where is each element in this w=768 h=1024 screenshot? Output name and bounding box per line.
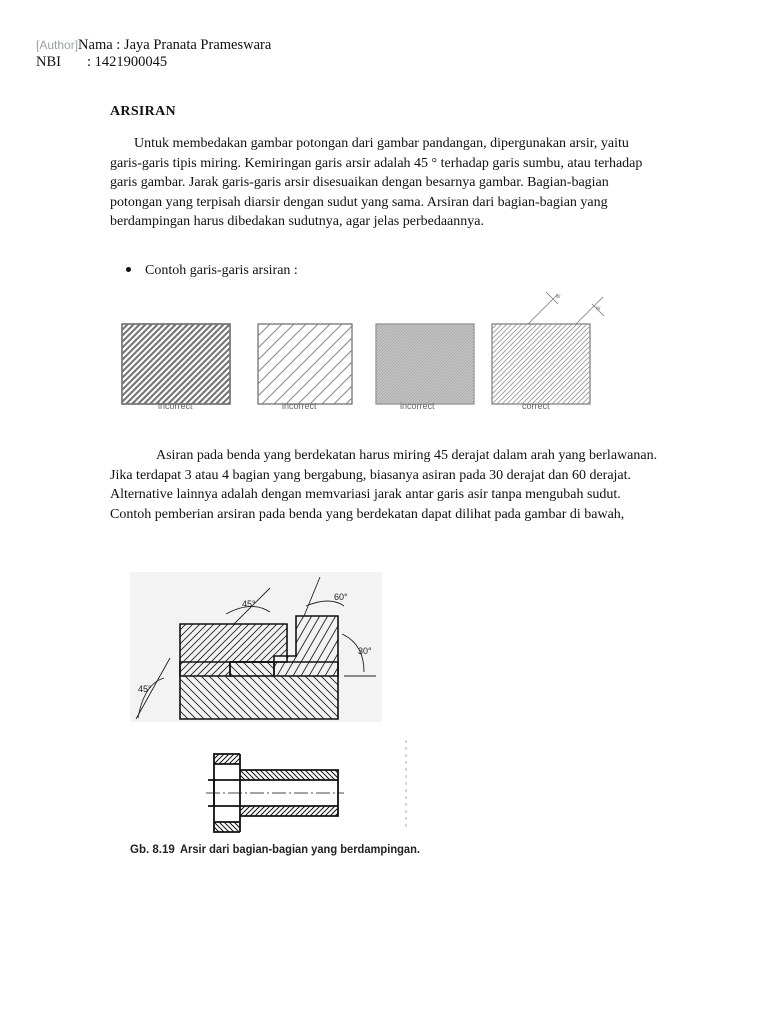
hatch-line: [275, 770, 285, 780]
hatch-line: [245, 770, 255, 780]
hatch-line: [345, 770, 355, 780]
angle-45-left: 45°: [138, 684, 152, 694]
hatch-line: [305, 806, 315, 816]
hatch-line: [224, 754, 234, 764]
nbi-value: : 1421900045: [87, 54, 168, 70]
hatching-examples-figure: [118, 288, 618, 414]
hatch-line: [255, 806, 265, 816]
caption-3: incorrect: [400, 401, 435, 411]
hatch-line: [592, 324, 618, 404]
hatch-line: [260, 806, 270, 816]
hatch-line: [285, 806, 295, 816]
hatch-line: [224, 822, 234, 832]
hatch-line: [250, 770, 260, 780]
hatch-line: [240, 770, 250, 780]
hatch-line: [290, 806, 300, 816]
caption-number: Gb. 8.19: [130, 844, 175, 856]
hatch-line: [300, 770, 310, 780]
author-tag: [Author]: [36, 38, 79, 52]
angle-45-top: 45°: [242, 599, 256, 609]
paragraph-2: Asiran pada benda yang berdekatan harus miring 45 derajat dalam arah yang berlawanan. Jika terdapat 3 atau 4 bagian yang bergabung, biasanya asiran pada 30 derajat dan 60 derajat. Alternative lainnya adalah dengan memvariasi jarak antar garis asir tanpa mengubah sudut. Contoh pemberian arsiran pada benda yang berdekatan dapat dilihat pada gambar di bawah,: [110, 448, 658, 522]
svg-text:w: w: [596, 306, 601, 312]
hatch-line: [320, 806, 330, 816]
hatch-line: [249, 822, 259, 832]
hatch-line: [315, 770, 325, 780]
hatch-line: [607, 324, 618, 404]
hatch-line: [219, 822, 229, 832]
svg-text:w: w: [556, 294, 561, 300]
hatch-line: [275, 806, 285, 816]
hatch-line: [234, 822, 244, 832]
hatch-line: [270, 806, 280, 816]
hatch-line: [229, 754, 239, 764]
nbi-label: NBI: [36, 54, 61, 70]
hatch-line: [325, 770, 335, 780]
nbi-line: [36, 53, 167, 71]
hatch-line: [255, 770, 265, 780]
hatch-line: [204, 754, 214, 764]
hatch-line: [244, 822, 254, 832]
hatch-line: [602, 324, 618, 404]
hatch-line: [230, 806, 240, 816]
hatch-line: [229, 822, 239, 832]
bullet-item: [126, 263, 298, 279]
section-title: ARSIRAN: [110, 104, 176, 119]
bullet-dot: [126, 267, 131, 272]
hatch-line: [219, 754, 229, 764]
caption-text: Arsir dari bagian-bagian yang berdampingan.: [180, 844, 420, 856]
hatch-line: [204, 822, 214, 832]
hatch-line: [597, 324, 618, 404]
hatch-line: [315, 806, 325, 816]
hatch-line: [612, 324, 618, 404]
author-line: [36, 36, 271, 54]
angle-30: 30°: [358, 646, 372, 656]
hatch-line: [305, 770, 315, 780]
hatch-line: [325, 806, 335, 816]
hatch-line: [245, 806, 255, 816]
hatch-line: [265, 770, 275, 780]
hatch-line: [295, 770, 305, 780]
hatch-line: [335, 806, 345, 816]
caption-1: incorrect: [158, 401, 193, 411]
hatch-line: [234, 754, 244, 764]
hatch-line: [250, 806, 260, 816]
hatch-line: [300, 806, 310, 816]
author-name: Nama : Jaya Pranata Prameswara: [78, 37, 272, 53]
hatch-line: [260, 770, 270, 780]
hatch-line: [214, 754, 224, 764]
paragraph-1: Untuk membedakan gambar potongan dari gambar pandangan, dipergunakan arsir, yaitu garis-garis tipis miring. Kemiringan garis arsir adalah 45 ° terhadap garis sumbu, atau terhadap garis gambar. Jarak garis-garis arsir disesuaikan dengan besarnya gambar. Bagian-bagian potongan yang terpisah diarsir dengan sudut yang sama. Arsiran dari bagian-bagian yang berdampingan harus dibedakan sudutnya, agar jelas perbedaannya.: [110, 136, 643, 230]
caption-4: correct: [522, 401, 550, 411]
hatch-line: [295, 806, 305, 816]
hatch-line: [280, 806, 290, 816]
hatch-line: [340, 770, 350, 780]
hatch-line: [230, 770, 240, 780]
hatch-line: [345, 806, 355, 816]
hatch-line: [240, 806, 250, 816]
hatch-line: [587, 324, 618, 404]
bushing-figure: [130, 740, 430, 866]
hatch-line: [244, 754, 254, 764]
caption-2: incorrect: [282, 401, 317, 411]
hatch-line: [310, 806, 320, 816]
hatch-line: [310, 770, 320, 780]
hatch-line: [290, 770, 300, 780]
hatch-line: [320, 770, 330, 780]
hatch-line: [280, 770, 290, 780]
angle-60: 60°: [334, 592, 348, 602]
hatch-line: [285, 770, 295, 780]
hatch-line: [617, 324, 618, 404]
hatch-line: [335, 770, 345, 780]
adjacent-parts-figure: [130, 572, 382, 722]
hatch-line: [340, 806, 350, 816]
bullet-text: Contoh garis-garis arsiran :: [145, 263, 298, 278]
hatch-line: [249, 754, 259, 764]
hatch-line: [265, 806, 275, 816]
hatch-line: [270, 770, 280, 780]
hatch-line: [214, 822, 224, 832]
